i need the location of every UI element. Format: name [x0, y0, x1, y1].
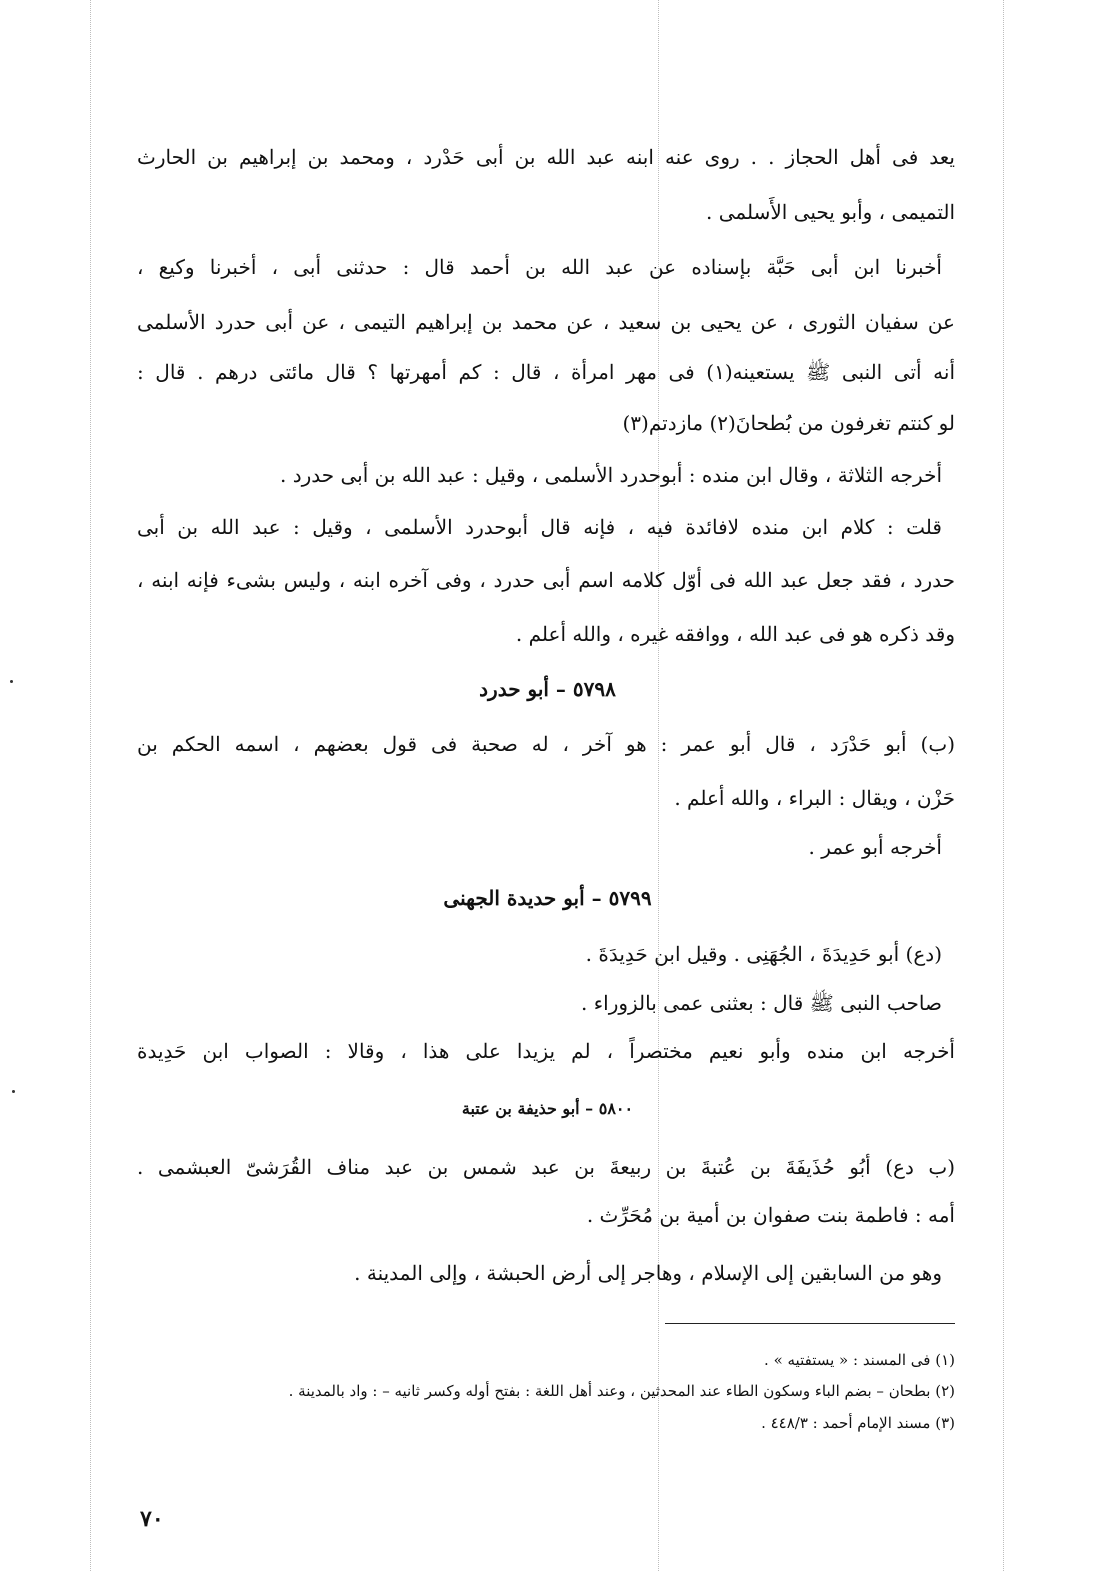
page-number: ٧٠	[140, 1506, 164, 1532]
text-line: وقد ذكره هو فى عبد الله ، ووافقه غيره ، والله أعلم .	[515, 622, 955, 646]
text-line: يعد فى أهل الحجاز . . روى عنه ابنه عبد الله بن أبى حَدْرد ، ومحمد بن إبراهيم بن الحارث	[137, 145, 955, 169]
text-line: قلت : كلام ابن منده لافائدة فيه ، فإنه قال أبوحدرد الأسلمى ، وقيل : عبد الله بن أبى	[137, 515, 942, 539]
text-line: حَزْن ، ويقال : البراء ، والله أعلم .	[674, 786, 955, 810]
footnote: (١) فى المسند : « يستفتيه » .	[764, 1351, 955, 1369]
entry-heading: ٥٧٩٨ – أبو حدرد	[479, 677, 616, 701]
text-line: أنه أتى النبى ﷺ يستعينه(١) فى مهر امرأة ، قال : كم أمهرتها ؟ قال مائتى درهم . قال :	[137, 360, 955, 384]
text-line: (ب دع) أبُو حُذَيفَةَ بن عُتبةَ بن ربيعةَ بن عبد شمس بن عبد مناف القُرَشىّ العبشمى .	[137, 1155, 955, 1179]
text-line: صاحب النبى ﷺ قال : بعثنى عمى بالزوراء .	[581, 991, 942, 1015]
text-line: أخبرنا ابن أبى حَبَّة بإسناده عن عبد الله بن أحمد قال : حدثنى أبى ، أخبرنا وكيع ،	[137, 255, 942, 279]
footnote-rule	[665, 1323, 955, 1324]
entry-heading: ٥٧٩٩ – أبو حديدة الجهنى	[443, 886, 652, 910]
text-line: (ب) أبو حَدْرَد ، قال أبو عمر : هو آخر ، له صحبة فى قول بعضهم ، اسمه الحكم بن	[137, 732, 955, 756]
entry-heading: ٥٨٠٠ – أبو حذيفة بن عتبة	[461, 1099, 634, 1118]
text-line: أخرجه أبو عمر .	[808, 835, 942, 859]
text-line: أخرجه ابن منده وأبو نعيم مختصراً ، لم يزيدا على هذا ، وقالا : الصواب ابن حَدِيدة	[137, 1039, 955, 1063]
text-line: وهو من السابقين إلى الإسلام ، وهاجر إلى أرض الحبشة ، وإلى المدينة .	[354, 1261, 942, 1285]
text-line: حدرد ، فقد جعل عبد الله فى أوّل كلامه اسم أبى حدرد ، وفى آخره ابنه ، وليس بشىء فإنه ابنه ،	[137, 568, 955, 592]
text-line: أخرجه الثلاثة ، وقال ابن منده : أبوحدرد الأسلمى ، وقيل : عبد الله بن أبى حدرد .	[279, 463, 942, 487]
text-line: لو كنتم تغرفون من بُطحانَ(٢) مازدتم(٣)	[622, 411, 955, 435]
text-line: عن سفيان الثورى ، عن يحيى بن سعيد ، عن محمد بن إبراهيم التيمى ، عن أبى حدرد الأسلمى	[137, 310, 955, 334]
footnote: (٢) بطحان – بضم الباء وسكون الطاء عند المحدثين ، وعند أهل اللغة : بفتح أوله وكسر ثانيه – : واد بالمدينة .	[288, 1382, 955, 1400]
text-line: أمه : فاطمة بنت صفوان بن أمية بن مُحَرِّث .	[586, 1203, 955, 1227]
text-line: (دع) أبو حَدِيدَةَ ، الجُهَنِى . وقيل ابن حَدِيدَةَ .	[585, 942, 942, 966]
text-line: التميمى ، وأبو يحيى الأَسلمى .	[706, 200, 955, 224]
footnote: (٣) مسند الإمام أحمد : ٤٤٨/٣ .	[761, 1414, 955, 1432]
